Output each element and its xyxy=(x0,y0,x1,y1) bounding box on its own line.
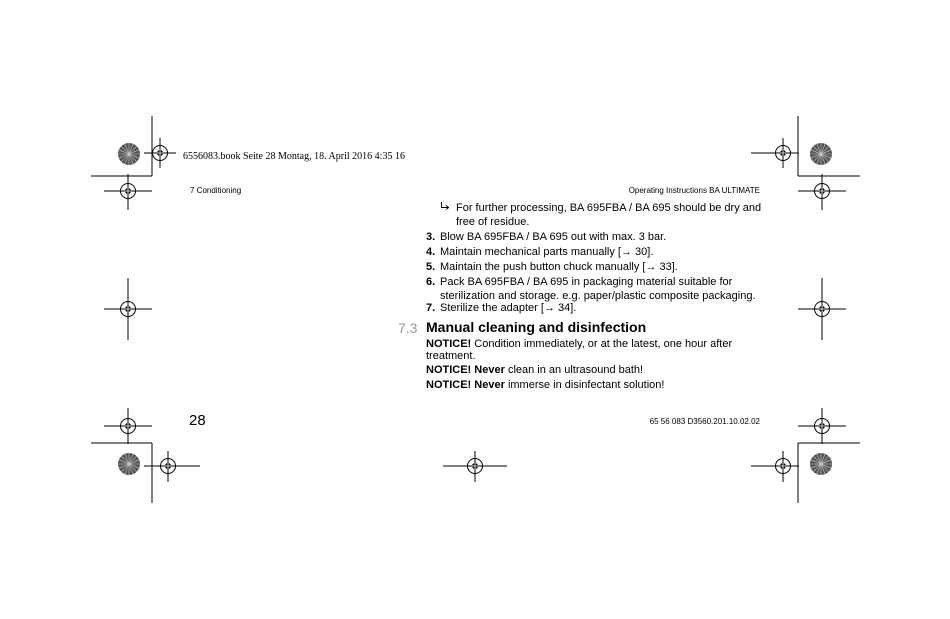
notice-text: Condition immediately, or at the latest, one hour after treatment. xyxy=(426,338,733,362)
notice-emphasis: Never xyxy=(474,379,505,391)
running-header-title: Operating Instructions BA ULTIMATE xyxy=(628,186,760,195)
step-number: 5. xyxy=(426,261,436,273)
notice-label: NOTICE! xyxy=(426,338,472,350)
result-item-text: For further processing, BA 695FBA / BA 695 should be dry and free of residue. xyxy=(456,202,762,228)
notice-text: clean in an ultrasound bath! xyxy=(507,364,644,376)
step-number: 6. xyxy=(426,276,436,288)
notice-label: NOTICE! xyxy=(426,364,472,376)
notice-paragraph xyxy=(426,379,756,391)
step-number: 7. xyxy=(426,302,436,314)
notice-label: NOTICE! xyxy=(426,379,472,391)
document-code: 65 56 083 D3560.201.10.02.02 xyxy=(649,417,760,426)
page-number: 28 xyxy=(189,412,206,429)
book-slug-line: 6556083.book Seite 28 Montag, 18. April 2016 4:35 16 xyxy=(183,151,405,162)
section-title: Manual cleaning and disinfection xyxy=(426,319,647,335)
result-arrow-icon xyxy=(440,201,451,216)
step-text: Pack BA 695FBA / BA 695 in packaging material suitable for sterilization and storage. e.g. paper/plastic composite packaging. xyxy=(440,276,756,302)
notice-emphasis: Never xyxy=(474,364,505,376)
section-number: 7.3 xyxy=(398,320,418,336)
running-header-chapter: 7 Conditioning xyxy=(190,186,242,195)
step-number: 4. xyxy=(426,246,436,258)
notice-text: immerse in disinfectant solution! xyxy=(507,379,665,391)
step-text: Maintain mechanical parts manually [→ 30]. xyxy=(440,246,654,258)
notice-paragraph xyxy=(426,338,756,362)
step-text: Blow BA 695FBA / BA 695 out with max. 3 bar. xyxy=(440,231,667,243)
step-text: Sterilize the adapter [→ 34]. xyxy=(440,302,577,314)
step-text: Maintain the push button chuck manually [→ 33]. xyxy=(440,261,678,273)
step-number: 3. xyxy=(426,231,436,243)
notice-paragraph xyxy=(426,364,756,376)
